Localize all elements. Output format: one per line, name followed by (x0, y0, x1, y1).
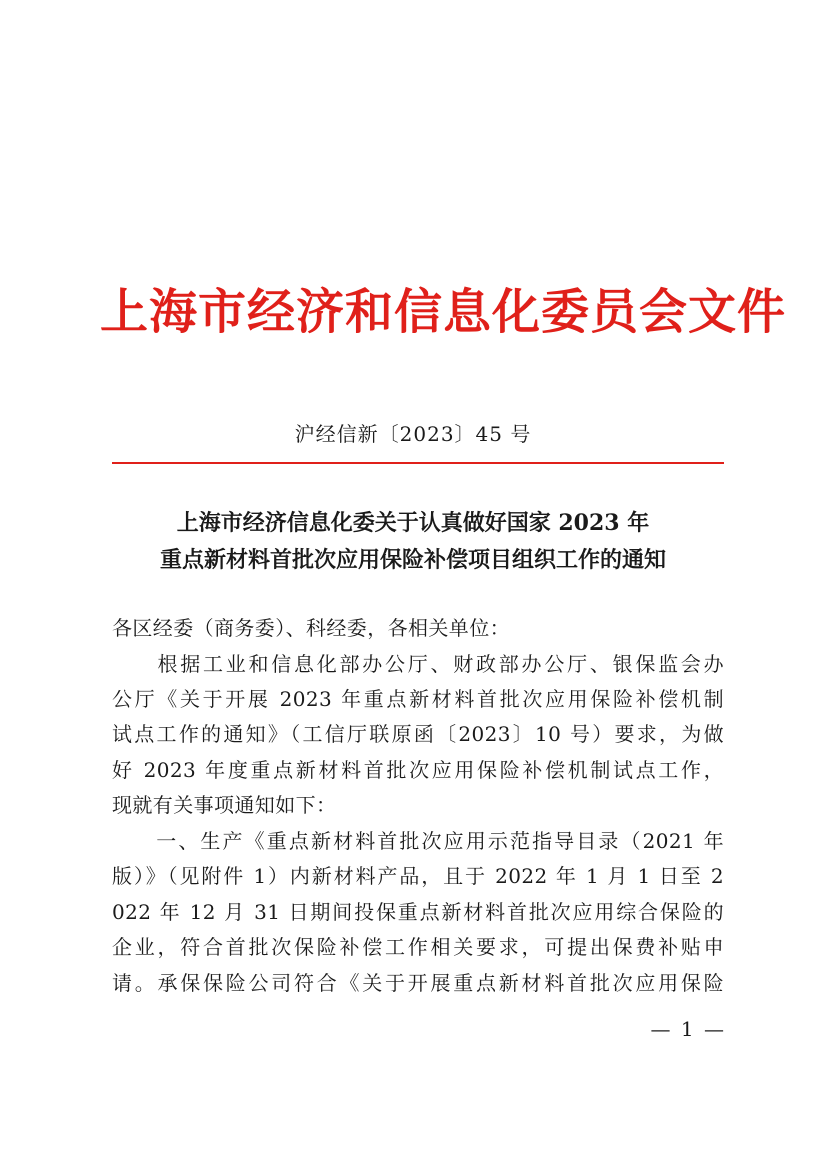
body-line: 一、生产《重点新材料首批次应用示范指导目录（2021 年 (112, 829, 724, 853)
body-line: 根据工业和信息化部办公厅、财政部办公厅、银保监会办 (112, 652, 724, 676)
body-line: 请。承保保险公司符合《关于开展重点新材料首批次应用保险 (112, 971, 724, 995)
notice-title-line-2: 重点新材料首批次应用保险补偿项目组织工作的通知 (159, 547, 666, 573)
notice-title-line-1: 上海市经济信息化委关于认真做好国家 2023 年 (176, 510, 650, 536)
body-line: 版）》（见附件 1）内新材料产品，且于 2022 年 1 月 1 日至 2 (112, 864, 724, 888)
page-number: — 1 — (650, 1017, 726, 1041)
issuer-masthead: 上海市经济和信息化委员会文件 (100, 284, 787, 340)
body-line: 企业，符合首批次保险补偿工作相关要求，可提出保费补贴申 (112, 935, 724, 959)
red-divider-line (112, 462, 724, 464)
body-line: 好 2023 年度重点新材料首批次应用保险补偿机制试点工作， (112, 758, 724, 782)
document-number: 沪经信新〔2023〕45 号 (294, 422, 532, 446)
body-line: 022 年 12 月 31 日期间投保重点新材料首批次应用综合保险的 (112, 900, 724, 924)
body-line: 公厅《关于开展 2023 年重点新材料首批次应用保险补偿机制 (112, 687, 724, 711)
body-line: 试点工作的通知》（工信厅联原函〔2023〕10 号）要求，为做 (112, 722, 724, 746)
body-line: 现就有关事项通知如下： (112, 793, 337, 817)
salutation: 各区经委（商务委）、科经委，各相关单位： (112, 616, 510, 640)
